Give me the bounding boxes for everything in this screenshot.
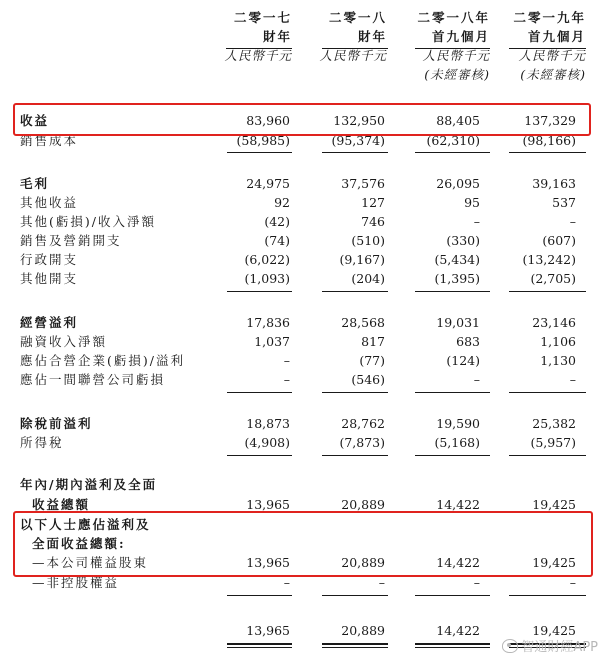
row-value: 26,095 bbox=[436, 176, 480, 191]
table-row-other-expenses bbox=[0, 269, 604, 289]
row-value: 817 bbox=[361, 334, 385, 349]
table-row-other-net-income bbox=[0, 212, 604, 232]
row-value: (42) bbox=[264, 214, 290, 229]
subtotal-rule bbox=[227, 455, 292, 456]
subtotal-rule bbox=[227, 291, 292, 292]
column-header-line3: 人民幣千元 bbox=[224, 48, 292, 63]
subtotal-rule bbox=[415, 392, 490, 393]
row-value: 13,965 bbox=[246, 623, 290, 638]
column-header-line4: (未經審核) bbox=[520, 67, 586, 82]
row-value: 37,576 bbox=[341, 176, 385, 191]
total-double-rule bbox=[322, 647, 388, 648]
row-label: 銷售及營銷開支 bbox=[20, 233, 122, 248]
row-value: 127 bbox=[361, 195, 385, 210]
weibo-icon bbox=[502, 639, 518, 653]
row-value: (7,873) bbox=[339, 435, 385, 450]
table-row-admin-expenses bbox=[0, 250, 604, 270]
row-value: 17,836 bbox=[246, 315, 290, 330]
column-header-line3: 人民幣千元 bbox=[319, 48, 387, 63]
subtotal-rule bbox=[415, 455, 490, 456]
table-row-other-revenue bbox=[0, 193, 604, 213]
row-value: 13,965 bbox=[246, 555, 290, 570]
revenue-highlight-box bbox=[13, 103, 591, 136]
row-value: (546) bbox=[351, 372, 385, 387]
row-value: (2,705) bbox=[530, 271, 576, 286]
row-value: 683 bbox=[456, 334, 480, 349]
column-header-9m2019 bbox=[498, 8, 586, 84]
total-double-rule bbox=[227, 647, 292, 648]
row-value: 19,425 bbox=[532, 497, 576, 512]
table-row-share-of-associate bbox=[0, 370, 604, 390]
row-value: – bbox=[283, 372, 290, 387]
row-value: 14,422 bbox=[436, 497, 480, 512]
row-value: 132,950 bbox=[333, 113, 385, 128]
total-double-rule bbox=[415, 647, 490, 648]
row-value: 95 bbox=[464, 195, 480, 210]
column-header-line2: 財年 bbox=[262, 29, 292, 44]
row-value: (204) bbox=[351, 271, 385, 286]
row-value: (124) bbox=[446, 353, 480, 368]
row-value: 19,031 bbox=[436, 315, 480, 330]
row-label: 銷售成本 bbox=[20, 133, 79, 148]
row-label: 應佔一間聯營公司虧損 bbox=[20, 372, 166, 387]
row-value: – bbox=[473, 575, 480, 590]
subtotal-rule bbox=[509, 595, 586, 596]
row-value: (5,434) bbox=[434, 252, 480, 267]
subtotal-rule bbox=[322, 152, 388, 153]
row-value: 13,965 bbox=[246, 497, 290, 512]
subtotal-rule bbox=[227, 595, 292, 596]
subtotal-rule bbox=[322, 455, 388, 456]
row-value: 20,889 bbox=[341, 497, 385, 512]
row-value: (6,022) bbox=[244, 252, 290, 267]
row-value: 537 bbox=[552, 195, 576, 210]
row-label: 經營溢利 bbox=[20, 315, 79, 330]
row-label: 收益 bbox=[20, 113, 50, 128]
row-value: 14,422 bbox=[436, 555, 480, 570]
row-value: – bbox=[569, 214, 576, 229]
row-value: (510) bbox=[351, 233, 385, 248]
row-label: 其他開支 bbox=[20, 271, 79, 286]
watermark bbox=[502, 636, 598, 655]
row-value: (98,166) bbox=[522, 133, 576, 148]
row-value: (9,167) bbox=[339, 252, 385, 267]
row-value: 25,382 bbox=[532, 416, 576, 431]
column-header-fy2018 bbox=[307, 8, 387, 65]
total-double-rule bbox=[322, 643, 388, 645]
table-row-operating-profit bbox=[0, 313, 604, 333]
subtotal-rule bbox=[415, 595, 490, 596]
row-value: 1,037 bbox=[254, 334, 290, 349]
row-value: (1,395) bbox=[434, 271, 480, 286]
column-header-line1: 二零一七 bbox=[233, 10, 292, 25]
table-row-profit-before-tax bbox=[0, 414, 604, 434]
table-row-gross-profit bbox=[0, 174, 604, 194]
row-label: —非控股權益 bbox=[32, 575, 120, 590]
row-value: (74) bbox=[264, 233, 290, 248]
row-value: 28,762 bbox=[341, 416, 385, 431]
table-row-selling-expenses bbox=[0, 231, 604, 251]
column-header-line2: 首九個月 bbox=[431, 29, 490, 44]
row-label: 行政開支 bbox=[20, 252, 79, 267]
column-header-line1: 二零一八年 bbox=[417, 10, 490, 25]
row-value: – bbox=[378, 575, 385, 590]
table-row-income-tax bbox=[0, 433, 604, 453]
row-value: 83,960 bbox=[246, 113, 290, 128]
row-value: – bbox=[473, 372, 480, 387]
row-value: 20,889 bbox=[341, 555, 385, 570]
row-value: (330) bbox=[446, 233, 480, 248]
row-label: 除稅前溢利 bbox=[20, 416, 93, 431]
subtotal-rule bbox=[509, 291, 586, 292]
row-value: (77) bbox=[359, 353, 385, 368]
row-value: 19,590 bbox=[436, 416, 480, 431]
row-value: (62,310) bbox=[426, 133, 480, 148]
row-value: 19,425 bbox=[532, 623, 576, 638]
row-label: 其他(虧損)/收入淨額 bbox=[20, 214, 156, 229]
row-label: 年內/期內溢利及全面 bbox=[20, 477, 158, 492]
row-value: – bbox=[473, 214, 480, 229]
table-row-net-finance-income bbox=[0, 332, 604, 352]
total-double-rule bbox=[227, 643, 292, 645]
total-double-rule bbox=[415, 643, 490, 645]
row-label: 應佔合營企業(虧損)/溢利 bbox=[20, 353, 185, 368]
row-value: (5,957) bbox=[530, 435, 576, 450]
column-header-line3: 人民幣千元 bbox=[518, 48, 586, 63]
table-row-share-of-jv bbox=[0, 351, 604, 371]
row-value: 14,422 bbox=[436, 623, 480, 638]
row-value: – bbox=[569, 372, 576, 387]
row-value: – bbox=[283, 353, 290, 368]
header-rule bbox=[322, 48, 388, 49]
subtotal-rule bbox=[322, 392, 388, 393]
subtotal-rule bbox=[509, 455, 586, 456]
row-value: 92 bbox=[274, 195, 290, 210]
subtotal-rule bbox=[322, 291, 388, 292]
row-value: (95,374) bbox=[331, 133, 385, 148]
row-value: 20,889 bbox=[341, 623, 385, 638]
row-value: 23,146 bbox=[532, 315, 576, 330]
row-label: 融資收入淨額 bbox=[20, 334, 108, 349]
subtotal-rule bbox=[509, 152, 586, 153]
column-header-line2: 首九個月 bbox=[527, 29, 586, 44]
table-row-profit-heading bbox=[0, 475, 604, 495]
subtotal-rule bbox=[415, 291, 490, 292]
column-header-line4: (未經審核) bbox=[424, 67, 490, 82]
row-value: (5,168) bbox=[434, 435, 480, 450]
row-value: 39,163 bbox=[532, 176, 576, 191]
row-label: 全面收益總額: bbox=[32, 536, 126, 551]
row-value: 24,975 bbox=[246, 176, 290, 191]
row-label: 所得稅 bbox=[20, 435, 64, 450]
row-value: (13,242) bbox=[522, 252, 576, 267]
subtotal-rule bbox=[322, 595, 388, 596]
row-value: (607) bbox=[542, 233, 576, 248]
header-rule bbox=[415, 48, 490, 49]
subtotal-rule bbox=[227, 152, 292, 153]
row-value: 746 bbox=[361, 214, 385, 229]
watermark-text: 智通財經APP bbox=[521, 640, 598, 655]
attributable-highlight-box bbox=[13, 511, 593, 577]
column-header-9m2018 bbox=[402, 8, 490, 84]
row-value: 1,130 bbox=[540, 353, 576, 368]
row-value: (58,985) bbox=[236, 133, 290, 148]
subtotal-rule bbox=[227, 392, 292, 393]
subtotal-rule bbox=[415, 152, 490, 153]
row-value: 88,405 bbox=[436, 113, 480, 128]
row-label: 其他收益 bbox=[20, 195, 79, 210]
row-value: – bbox=[283, 575, 290, 590]
column-header-line1: 二零一九年 bbox=[513, 10, 586, 25]
row-value: 28,568 bbox=[341, 315, 385, 330]
header-rule bbox=[509, 48, 586, 49]
row-value: 19,425 bbox=[532, 555, 576, 570]
header-rule bbox=[226, 48, 292, 49]
row-value: 18,873 bbox=[246, 416, 290, 431]
row-value: – bbox=[569, 575, 576, 590]
row-label: 收益總額 bbox=[32, 497, 91, 512]
column-header-line1: 二零一八 bbox=[328, 10, 387, 25]
row-label: 以下人士應佔溢利及 bbox=[20, 517, 151, 532]
subtotal-rule bbox=[509, 392, 586, 393]
column-header-line3: 人民幣千元 bbox=[422, 48, 490, 63]
row-value: (1,093) bbox=[244, 271, 290, 286]
column-header-line2: 財年 bbox=[357, 29, 387, 44]
row-value: 1,106 bbox=[540, 334, 576, 349]
row-label: 毛利 bbox=[20, 176, 50, 191]
row-label: —本公司權益股東 bbox=[32, 555, 149, 570]
row-value: (4,908) bbox=[244, 435, 290, 450]
column-header-fy2017 bbox=[212, 8, 292, 65]
row-value: 137,329 bbox=[524, 113, 576, 128]
